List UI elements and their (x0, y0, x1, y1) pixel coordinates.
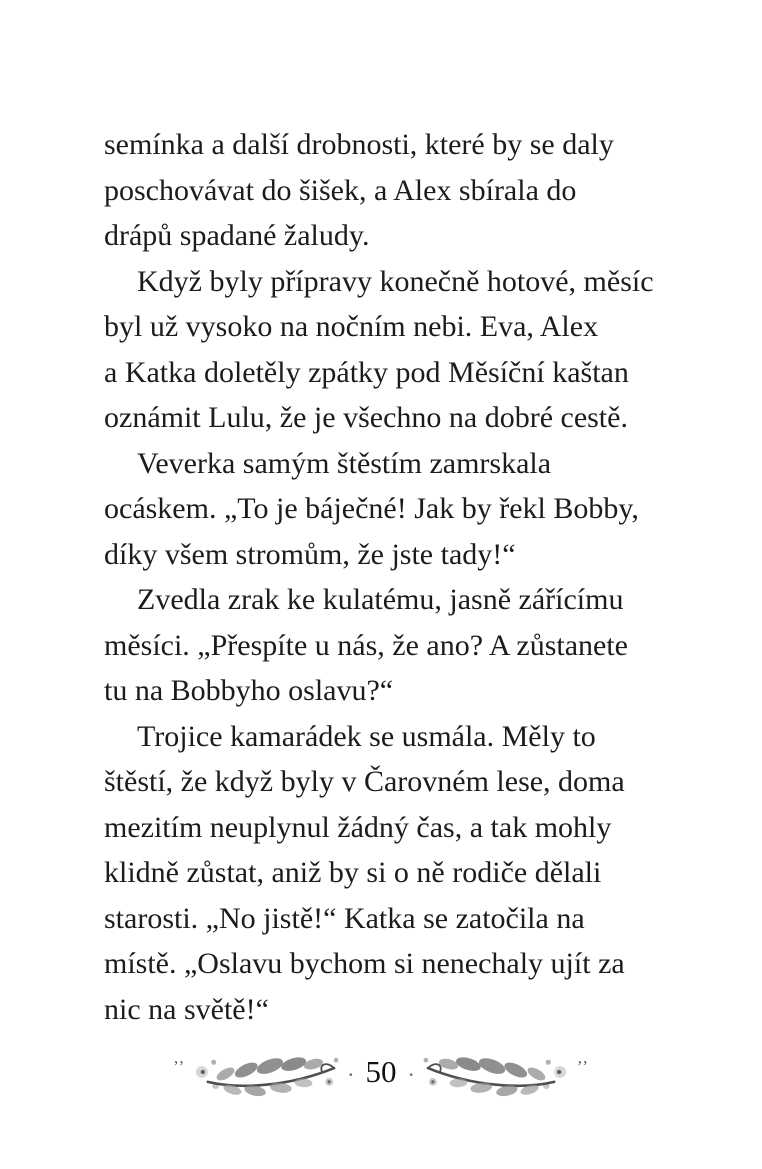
laurel-sprig-right-icon (422, 1044, 570, 1100)
text-block (104, 122, 674, 1032)
text-line: mezitím neuplynul žádný čas, a tak mohly (104, 810, 612, 844)
text-line: nic na světě!“ (104, 992, 269, 1026)
laurel-sprig-left-icon (192, 1044, 340, 1100)
paragraph (104, 441, 674, 578)
left-footer-dot: · (347, 1062, 355, 1087)
page-number: 50 (365, 1053, 397, 1089)
text-line: starosti. „No jistě!“ Katka se zatočila na (104, 901, 585, 935)
text-line: tu na Bobbyho oslavu?“ (104, 674, 394, 707)
page-footer (0, 1042, 762, 1102)
right-edge-mark: ’’ (576, 1056, 589, 1076)
paragraph (104, 122, 674, 259)
text-line: díky všem stromům, že jste tady!“ (104, 537, 516, 571)
text-line: Trojice kamarádek se usmála. Měly to (137, 719, 596, 753)
text-line: Zvedla zrak ke kulatému, jasně zářícímu (137, 583, 624, 616)
text-line: štěstí, že když byly v Čarovném lese, doma (104, 765, 625, 798)
text-line: byl už vysoko na nočním nebi. Eva, Alex (104, 310, 599, 343)
text-line: oznámit Lulu, že je všechno na dobré cestě. (104, 401, 628, 434)
text-line: Když byly přípravy konečně hotové, měsíc (137, 264, 654, 298)
paragraph (104, 714, 674, 1033)
text-line: semínka a další drobnosti, které by se daly (104, 128, 614, 161)
text-line: Veverka samým štěstím zamrskala (137, 446, 552, 480)
right-footer-dot: · (407, 1062, 415, 1087)
text-line: drápů spadané žaludy. (104, 219, 370, 252)
paragraph (104, 577, 674, 714)
text-line: poschovávat do šišek, a Alex sbírala do (104, 173, 577, 207)
left-edge-mark: ’’ (173, 1056, 186, 1076)
text-line: klidně zůstat, aniž by si o ně rodiče dělali (104, 856, 602, 889)
text-line: měsíci. „Přespíte u nás, že ano? A zůstanete (104, 628, 628, 662)
text-line: a Katka doletěly zpátky pod Měsíční kaštan (104, 355, 629, 389)
text-line: místě. „Oslavu bychom si nenechaly ujít za (104, 947, 625, 980)
text-line: ocáskem. „To je báječné! Jak by řekl Bobby, (104, 492, 639, 525)
paragraph (104, 259, 674, 441)
